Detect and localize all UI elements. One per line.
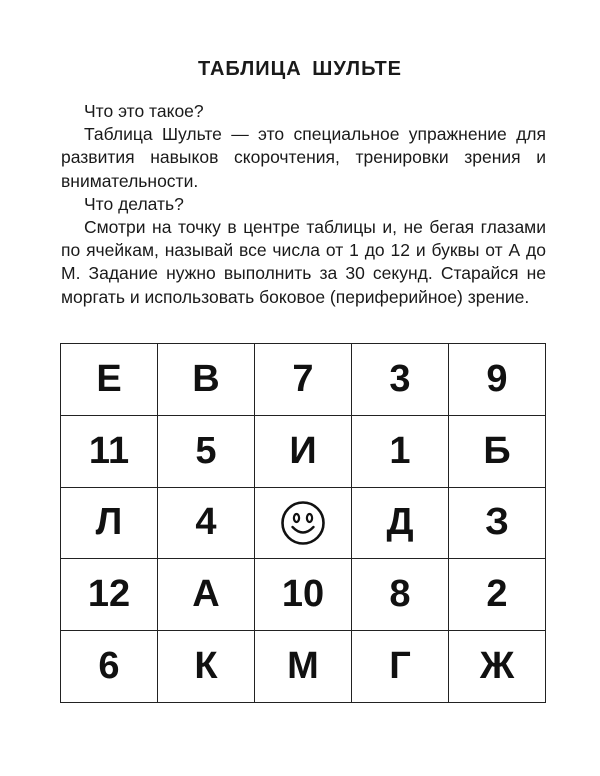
- table-cell: В: [158, 344, 255, 416]
- table-cell: З: [449, 488, 546, 560]
- question-what-to-do: Что делать?: [84, 193, 184, 214]
- table-cell: А: [158, 559, 255, 631]
- question-what-is-it: Что это такое?: [84, 101, 204, 121]
- schulte-table: [60, 343, 546, 703]
- table-cell: 1: [352, 416, 449, 488]
- page-title: ТАБЛИЦА ШУЛЬТЕ: [197, 58, 402, 80]
- table-cell: 3: [352, 344, 449, 416]
- table-cell: 5: [158, 416, 255, 488]
- table-cell: Г: [352, 631, 449, 703]
- instructions-text: [61, 100, 546, 309]
- table-cell: Е: [61, 344, 158, 416]
- table-cell: М: [255, 631, 352, 703]
- table-cell: 2: [449, 559, 546, 631]
- table-cell: 11: [61, 416, 158, 488]
- table-cell: 10: [255, 559, 352, 631]
- center-cell: [255, 488, 352, 560]
- table-cell: 6: [61, 631, 158, 703]
- table-cell: 9: [449, 344, 546, 416]
- table-cell: Ж: [449, 631, 546, 703]
- table-cell: 7: [255, 344, 352, 416]
- table-cell: Б: [449, 416, 546, 488]
- answer-what-to-do: Смотри на точку в центре таблицы и, не бегая глазами по ячейкам, называй все числа от 1 до 12 и буквы от А до М. Задание нужно выполнить за 30 секунд. Старайся не моргать и использовать боковое (периферийное) зрение.: [61, 217, 546, 307]
- table-cell: И: [255, 416, 352, 488]
- table-cell: Д: [352, 488, 449, 560]
- table-cell: 8: [352, 559, 449, 631]
- table-cell: 12: [61, 559, 158, 631]
- table-cell: 4: [158, 488, 255, 560]
- table-cell: Л: [61, 488, 158, 560]
- answer-what-is-it: Таблица Шульте — это специальное упражнение для развития навыков скорочтения, тренировки зрения и внимательности.: [61, 124, 546, 191]
- table-cell: К: [158, 631, 255, 703]
- smiley-face-icon: [280, 500, 326, 546]
